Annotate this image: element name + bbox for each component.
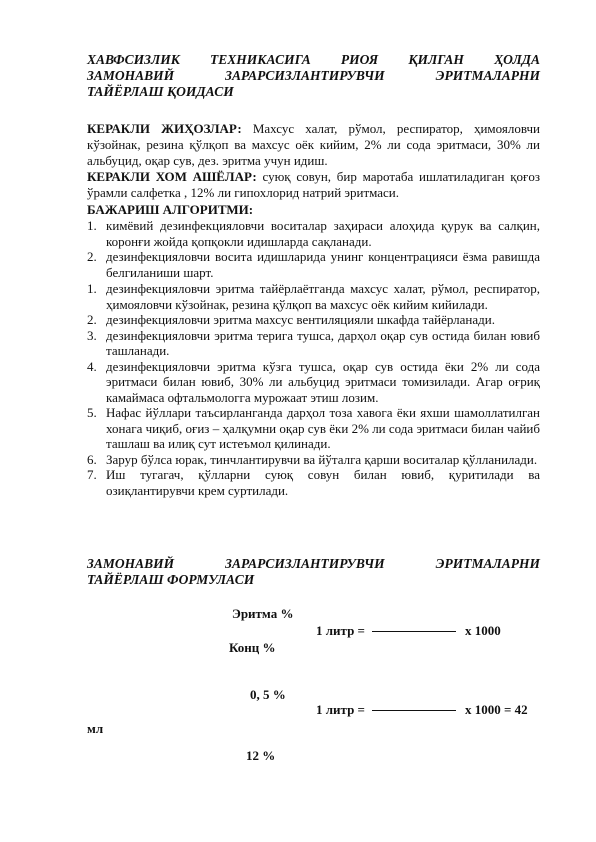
list-item: 6. Зарур бўлса юрак, тинчлантирувчи ва йўталга қарши воситалар қўлланилади. xyxy=(87,451,538,467)
equipment-label: КЕРАКЛИ ЖИҲОЗЛАР: xyxy=(87,121,242,136)
list-item: 2. дезинфекцияловчи восита идишларида унинг концентрацияси ёзма равишда белгиланиши шарт. xyxy=(87,249,540,280)
storage-rules-list xyxy=(87,218,540,280)
formula2-middle: 1 литр = xyxy=(316,702,365,717)
title-line-3: ТАЙЁРЛАШ ҚОИДАСИ xyxy=(87,84,234,99)
formula2-denominator: 12 % xyxy=(246,748,276,763)
formula2-fraction-line xyxy=(372,710,456,711)
formula2-multiplier: х 1000 = 42 xyxy=(465,702,528,717)
formula1-middle: 1 литр = xyxy=(316,623,365,638)
list-item: 2. дезинфекцияловчи эритма махсус вентиляцияли шкафда тайёрланади. xyxy=(87,312,495,327)
formula-title-line-1: ЗАМОНАВИЙ ЗАРАРСИЗЛАНТИРУВЧИ ЭРИТМАЛАРНИ xyxy=(87,556,540,571)
title-line-1: ХАВФСИЗЛИК ТЕХНИКАСИГА РИОЯ ҚИЛГАН ҲОЛДА xyxy=(87,52,540,67)
formula2-numerator: 0, 5 % xyxy=(250,687,286,702)
list-item: 1. дезинфекцияловчи эритма тайёрлаётганда махсус халат, рўмол, респиратор, ҳимояловчи кўзойнак, резина қўлқоп ва махсус оёк кийим кийилади. xyxy=(87,281,540,312)
formula2-unit: мл xyxy=(87,721,104,736)
list-item: 5. Нафас йўллари таъсирланганда дарҳол тоза хавога ёки яхши шамоллатилган хонага чиқиб, оғиз – ҳалқумни оқар сув ёки 2% ли сода эритмаси билан чайиб ташлаш ва илиқ сут истеъмол қилинади. xyxy=(87,405,540,451)
equipment-text: Махсус халат, рўмол, респиратор, ҳимояловчи кўзойнак, резина қўлқоп ва махсус оёк кийим, 2% ли сода эритмаси, 30% ли альбуцид, оқар сув, дез. эритма учун идиш. xyxy=(87,121,541,168)
list-item: 7. Иш тугагач, қўлларни суюқ совун билан ювиб, қуритилади ва озиқлантирувчи крем суртилади. xyxy=(87,467,540,498)
equipment-paragraph xyxy=(87,121,540,169)
algorithm-heading: БАЖАРИШ АЛГОРИТМИ: xyxy=(87,202,254,217)
title-line-2: ЗАМОНАВИЙ ЗАРАРСИЗЛАНТИРУВЧИ ЭРИТМАЛАРНИ xyxy=(87,68,540,83)
procedure-list xyxy=(87,281,540,498)
formula1-fraction-line xyxy=(372,631,456,632)
materials-label: КЕРАКЛИ ХОМ АШЁЛАР: xyxy=(87,169,257,184)
formula1-numerator: Эритма % xyxy=(232,606,294,621)
formula1-denominator: Конц % xyxy=(229,640,276,655)
list-item: 1. кимёвий дезинфекцияловчи воситалар заҳираси алоҳида қурук ва салқин, коронғи жойда қопқокли идишларда сақланади. xyxy=(87,218,540,249)
list-item: 4. дезинфекцияловчи эритма кўзга тушса, оқар сув остида ёки 2% ли сода эритмаси билан ювиб, 30% ли альбуцид эритмаси томизилади. Агар оғриқ камаймаса офтальмологга мурожаат этиш лозим. xyxy=(87,358,540,405)
materials-paragraph xyxy=(87,169,540,201)
list-item: 3. дезинфекцияловчи эритма терига тушса, дарҳол оқар сув остида билан ювиб ташланади. xyxy=(87,327,540,358)
formula1-multiplier: х 1000 xyxy=(465,623,501,638)
formula-title-line-2: ТАЙЁРЛАШ ФОРМУЛАСИ xyxy=(87,572,255,587)
materials-text: суюқ совун, бир маротаба ишлатиладиган қоғоз ўрамли салфетка , 12% ли гипохлорид натрий эритмаси. xyxy=(87,169,540,200)
